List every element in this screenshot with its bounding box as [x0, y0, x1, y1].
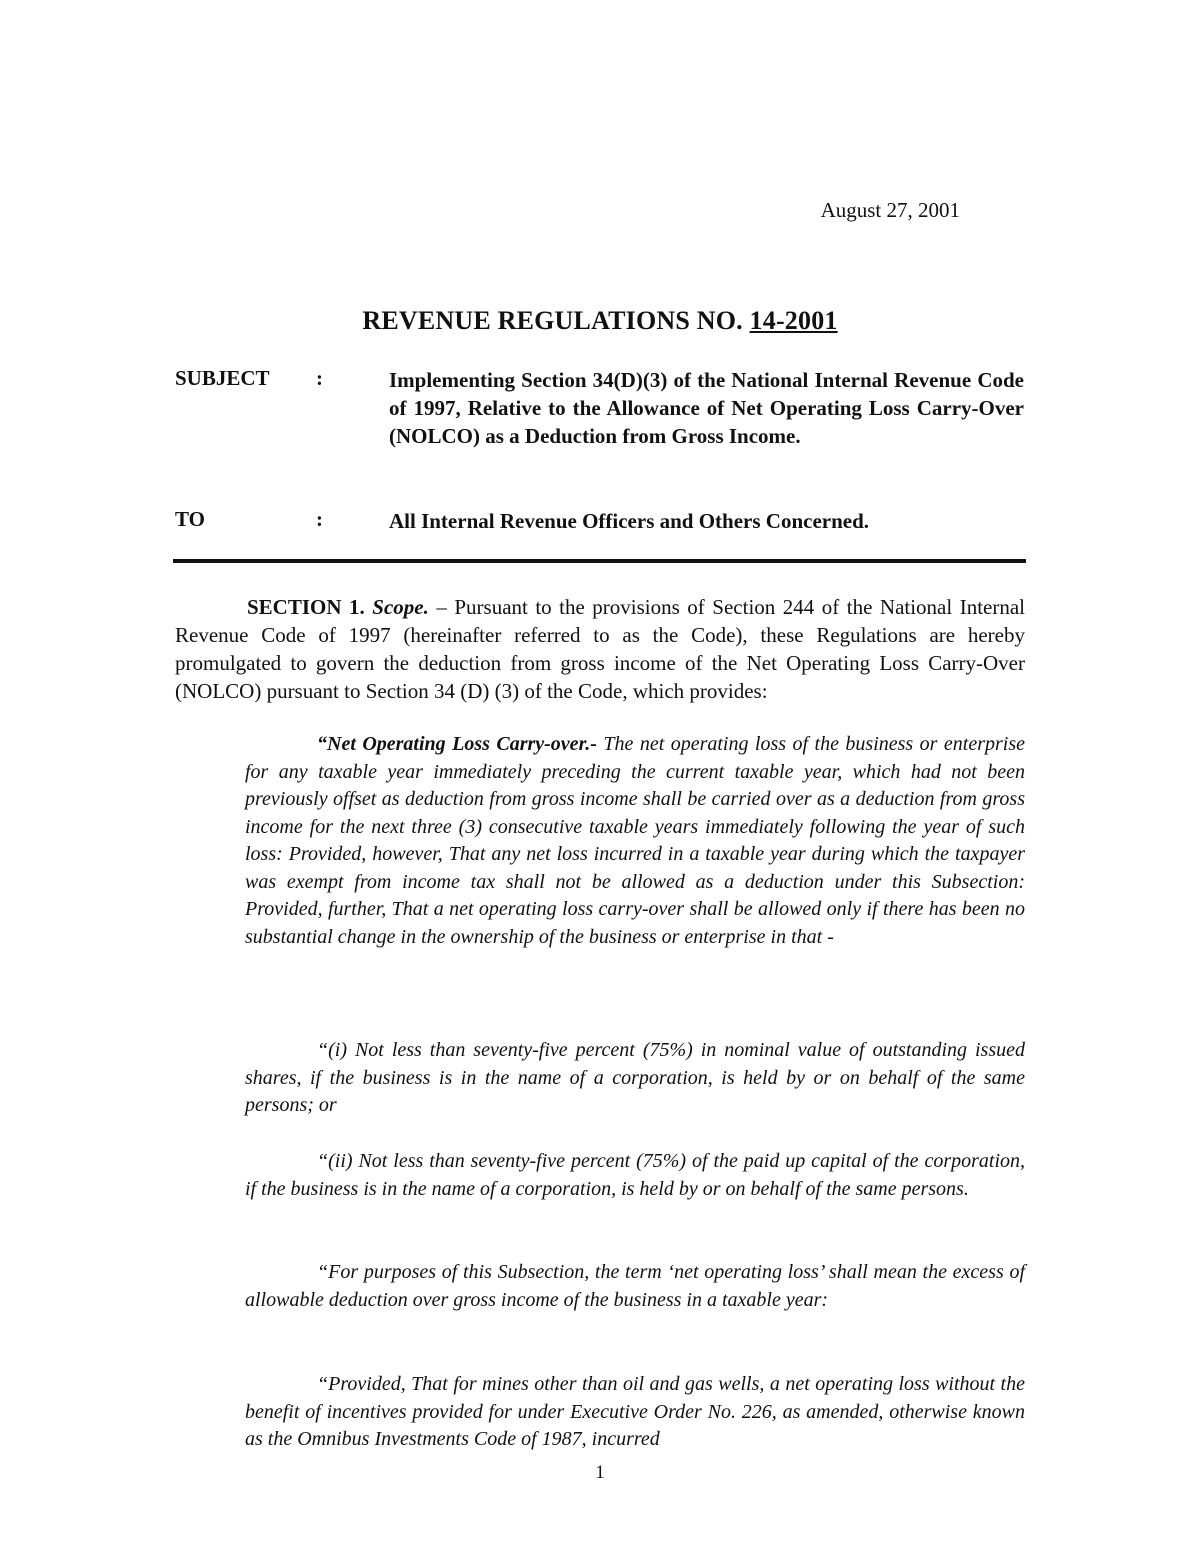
regulation-number: 14-2001	[749, 306, 838, 335]
page-number: 1	[595, 1462, 605, 1483]
quote-paragraph-2: “(i) Not less than seventy-five percent (75%) in nominal value of outstanding issued shares, if the business is in the name of a corporation, is held by or on behalf of the same persons; or	[245, 1039, 1025, 1116]
section-body: – Pursuant to the provisions of Section 244 of the National Internal Revenue Code of 1997 (hereinafter referred to as the Code), these Regulations are hereby promulgated to govern the deduction from gross income of the Net Operating Loss Carry-Over (NOLCO) pursuant to Section 34 (D) (3) of the Code, which provides:	[175, 595, 1026, 703]
document-date: August 27, 2001	[820, 198, 960, 222]
to-colon: :	[316, 507, 323, 531]
section-1-paragraph	[175, 593, 1025, 705]
quote-paragraph-3: “(ii) Not less than seventy-five percent (75%) of the paid up capital of the corporation, if the business is in the name of a corporation, is held by or on behalf of the same persons.	[245, 1150, 1025, 1200]
quote-paragraph-5: “Provided, That for mines other than oil and gas wells, a net operating loss without the benefit of incentives provided for under Executive Order No. 226, as amended, otherwise known as the Omnibus Investments Code of 1987, incurred	[245, 1373, 1025, 1450]
section-subheading: Scope.	[372, 595, 429, 619]
section-heading: SECTION 1.	[247, 595, 365, 619]
quote-paragraph-1	[245, 731, 1025, 951]
subject-text: Implementing Section 34(D)(3) of the National Internal Revenue Code of 1997, Relative to the Allowance of Net Operating Loss Carry-Over (NOLCO) as a Deduction from Gross Income.	[389, 368, 1024, 448]
to-label: TO	[175, 507, 205, 531]
horizontal-divider	[173, 559, 1026, 563]
quote-paragraph-4: “For purposes of this Subsection, the term ‘net operating loss’ shall mean the excess of allowable deduction over gross income of the business in a taxable year:	[245, 1261, 1025, 1311]
title-prefix: REVENUE REGULATIONS NO.	[362, 306, 750, 335]
quote-body-1: The net operating loss of the business or enterprise for any taxable year immediately preceding the current taxable year, which had not been previously offset as deduction from gross income shall be carried over as a deduction from gross income for the next three (3) consecutive taxable years immediately following the year of such loss: Provided, however, That any net loss incurred in a taxable year during which the taxpayer was exempt from income tax shall not be allowed as a deduction under this Subsection: Provided, further, That a net operating loss carry-over shall be allowed only if there has been no substantial change in the ownership of the business or enterprise in that -	[245, 733, 1025, 948]
subject-colon: :	[316, 366, 323, 390]
document-title	[0, 306, 1200, 336]
subject-label: SUBJECT	[175, 366, 270, 390]
quote-lead: “Net Operating Loss Carry-over.-	[317, 733, 597, 755]
to-text: All Internal Revenue Officers and Others Concerned.	[389, 509, 870, 533]
